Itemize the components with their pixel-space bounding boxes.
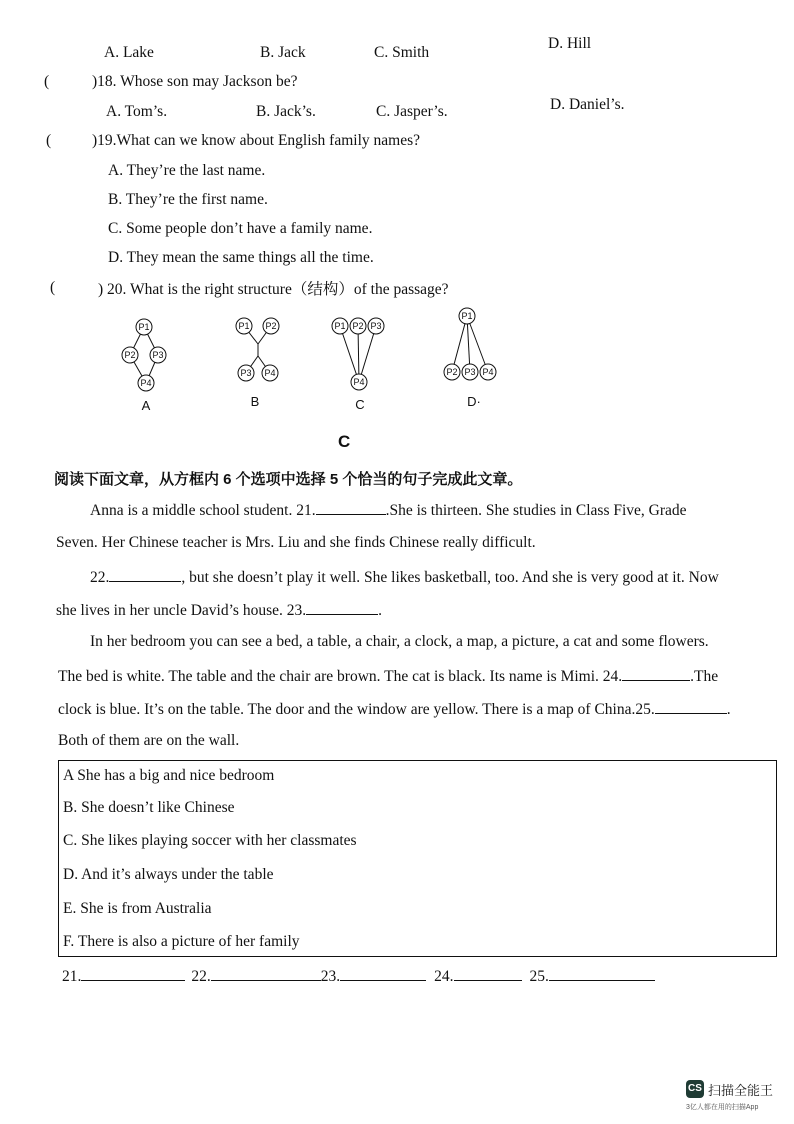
passage-line	[90, 500, 687, 520]
passage-text: Anna is a middle school student. 21.	[90, 502, 316, 519]
diagram-label-d: D·	[467, 394, 481, 409]
q17-option-d: D. Hill	[548, 35, 592, 52]
answer-label-25: 25.	[529, 968, 549, 985]
node-label: P1	[334, 321, 346, 331]
node-label: P1	[461, 311, 473, 321]
node-label: P4	[264, 368, 276, 378]
answer-blank-21[interactable]	[81, 966, 185, 981]
node-label: P1	[238, 321, 250, 331]
blank-22[interactable]	[109, 567, 181, 582]
node-label: P4	[140, 378, 152, 388]
options-box	[58, 760, 777, 957]
q18-option-b: B. Jack’s.	[256, 103, 316, 120]
node-label: P2	[265, 321, 277, 331]
answer-label-22: 22.	[191, 968, 211, 985]
passage-text: 22.	[90, 569, 110, 586]
answer-blank-24[interactable]	[454, 966, 522, 981]
q18-stem: )18. Whose son may Jackson be?	[92, 73, 298, 90]
blank-25[interactable]	[655, 699, 727, 714]
q17-option-c: C. Smith	[374, 44, 430, 61]
option-a: A She has a big and nice bedroom	[63, 767, 275, 784]
node-label: P2	[446, 367, 458, 377]
q18-option-a: A. Tom’s.	[106, 103, 168, 120]
watermark-tagline: 3亿人都在用的扫描App	[686, 1104, 759, 1111]
option-f: F. There is also a picture of her family	[63, 933, 300, 950]
answer-label-21: 21.	[62, 968, 82, 985]
passage-line	[56, 600, 382, 620]
section-instruction: 阅读下面文章，从方框内 6 个选项中选择 5 个恰当的句子完成此文章。	[54, 471, 523, 488]
answer-blank-22[interactable]	[211, 966, 321, 981]
q18-paren: (	[44, 73, 50, 90]
q18-option-c: C. Jasper’s.	[376, 103, 448, 120]
q19-option-b: B. They’re the first name.	[108, 191, 268, 208]
passage-line	[58, 666, 718, 686]
passage-text: .	[726, 701, 731, 718]
q19-option-c: C. Some people don’t have a family name.	[108, 220, 373, 237]
passage-text: .	[378, 602, 382, 619]
passage-text: .She is thirteen. She studies in Class Five, Grade	[385, 502, 687, 519]
passage-text: .The	[690, 668, 719, 685]
passage-text: , but she doesn’t play it well. She likes basketball, too. And she is very good at it. Now	[181, 569, 719, 586]
structure-diagrams-svg	[110, 306, 510, 414]
node-label: P3	[370, 321, 382, 331]
answer-blank-25[interactable]	[549, 966, 655, 981]
blank-24[interactable]	[622, 666, 690, 681]
option-d: D. And it’s always under the table	[63, 866, 274, 883]
q19-paren: (	[46, 132, 52, 149]
node-label: P3	[152, 350, 164, 360]
node-label: P3	[240, 368, 252, 378]
node-label: P2	[124, 350, 136, 360]
answer-line	[62, 966, 655, 986]
q19-option-d: D. They mean the same things all the time.	[108, 249, 374, 266]
q19-stem: )19.What can we know about English family names?	[92, 132, 420, 149]
q17-option-a: A. Lake	[104, 44, 154, 61]
node-label: P4	[482, 367, 494, 377]
diagram-label-b: B	[250, 394, 260, 409]
node-label: P1	[138, 322, 150, 332]
answer-label-23: 23.	[320, 968, 341, 985]
passage-line: Seven. Her Chinese teacher is Mrs. Liu and she finds Chinese really difficult.	[56, 534, 536, 551]
passage-line	[58, 699, 731, 719]
answer-blank-23[interactable]	[340, 966, 426, 981]
passage-text: she lives in her uncle David’s house. 23.	[56, 602, 307, 619]
option-b: B. She doesn’t like Chinese	[63, 799, 235, 816]
q20-stem: ) 20. What is the right structure（结构）of the passage?	[98, 281, 449, 298]
passage-line: Both of them are on the wall.	[58, 732, 240, 749]
blank-21[interactable]	[316, 500, 386, 515]
node-label: P3	[464, 367, 476, 377]
answer-label-24: 24.	[434, 968, 454, 985]
diagram-label-a: A	[141, 398, 151, 413]
q19-option-a: A. They’re the last name.	[108, 162, 266, 179]
blank-23[interactable]	[306, 600, 378, 615]
node-label: P4	[353, 377, 365, 387]
diagram-label-c: C	[355, 397, 365, 412]
q17-option-b: B. Jack	[260, 44, 306, 61]
option-c: C. She likes playing soccer with her classmates	[63, 832, 357, 849]
node-label: P2	[352, 321, 364, 331]
q18-option-d: D. Daniel’s.	[550, 96, 625, 113]
camscanner-logo: CS	[686, 1080, 704, 1098]
passage-text: The bed is white. The table and the chair are brown. The cat is black. Its name is Mimi. 24.	[58, 668, 623, 685]
section-letter: C	[338, 432, 351, 451]
passage-text: clock is blue. It’s on the table. The door and the window are yellow. There is a map of China.25.	[58, 701, 655, 718]
q20-paren: (	[50, 279, 56, 296]
passage-line	[90, 567, 719, 587]
option-e: E. She is from Australia	[63, 900, 212, 917]
watermark-brand: 扫描全能王	[708, 1083, 774, 1098]
passage-line: In her bedroom you can see a bed, a table, a chair, a clock, a map, a picture, a cat and some flowers.	[90, 633, 709, 650]
